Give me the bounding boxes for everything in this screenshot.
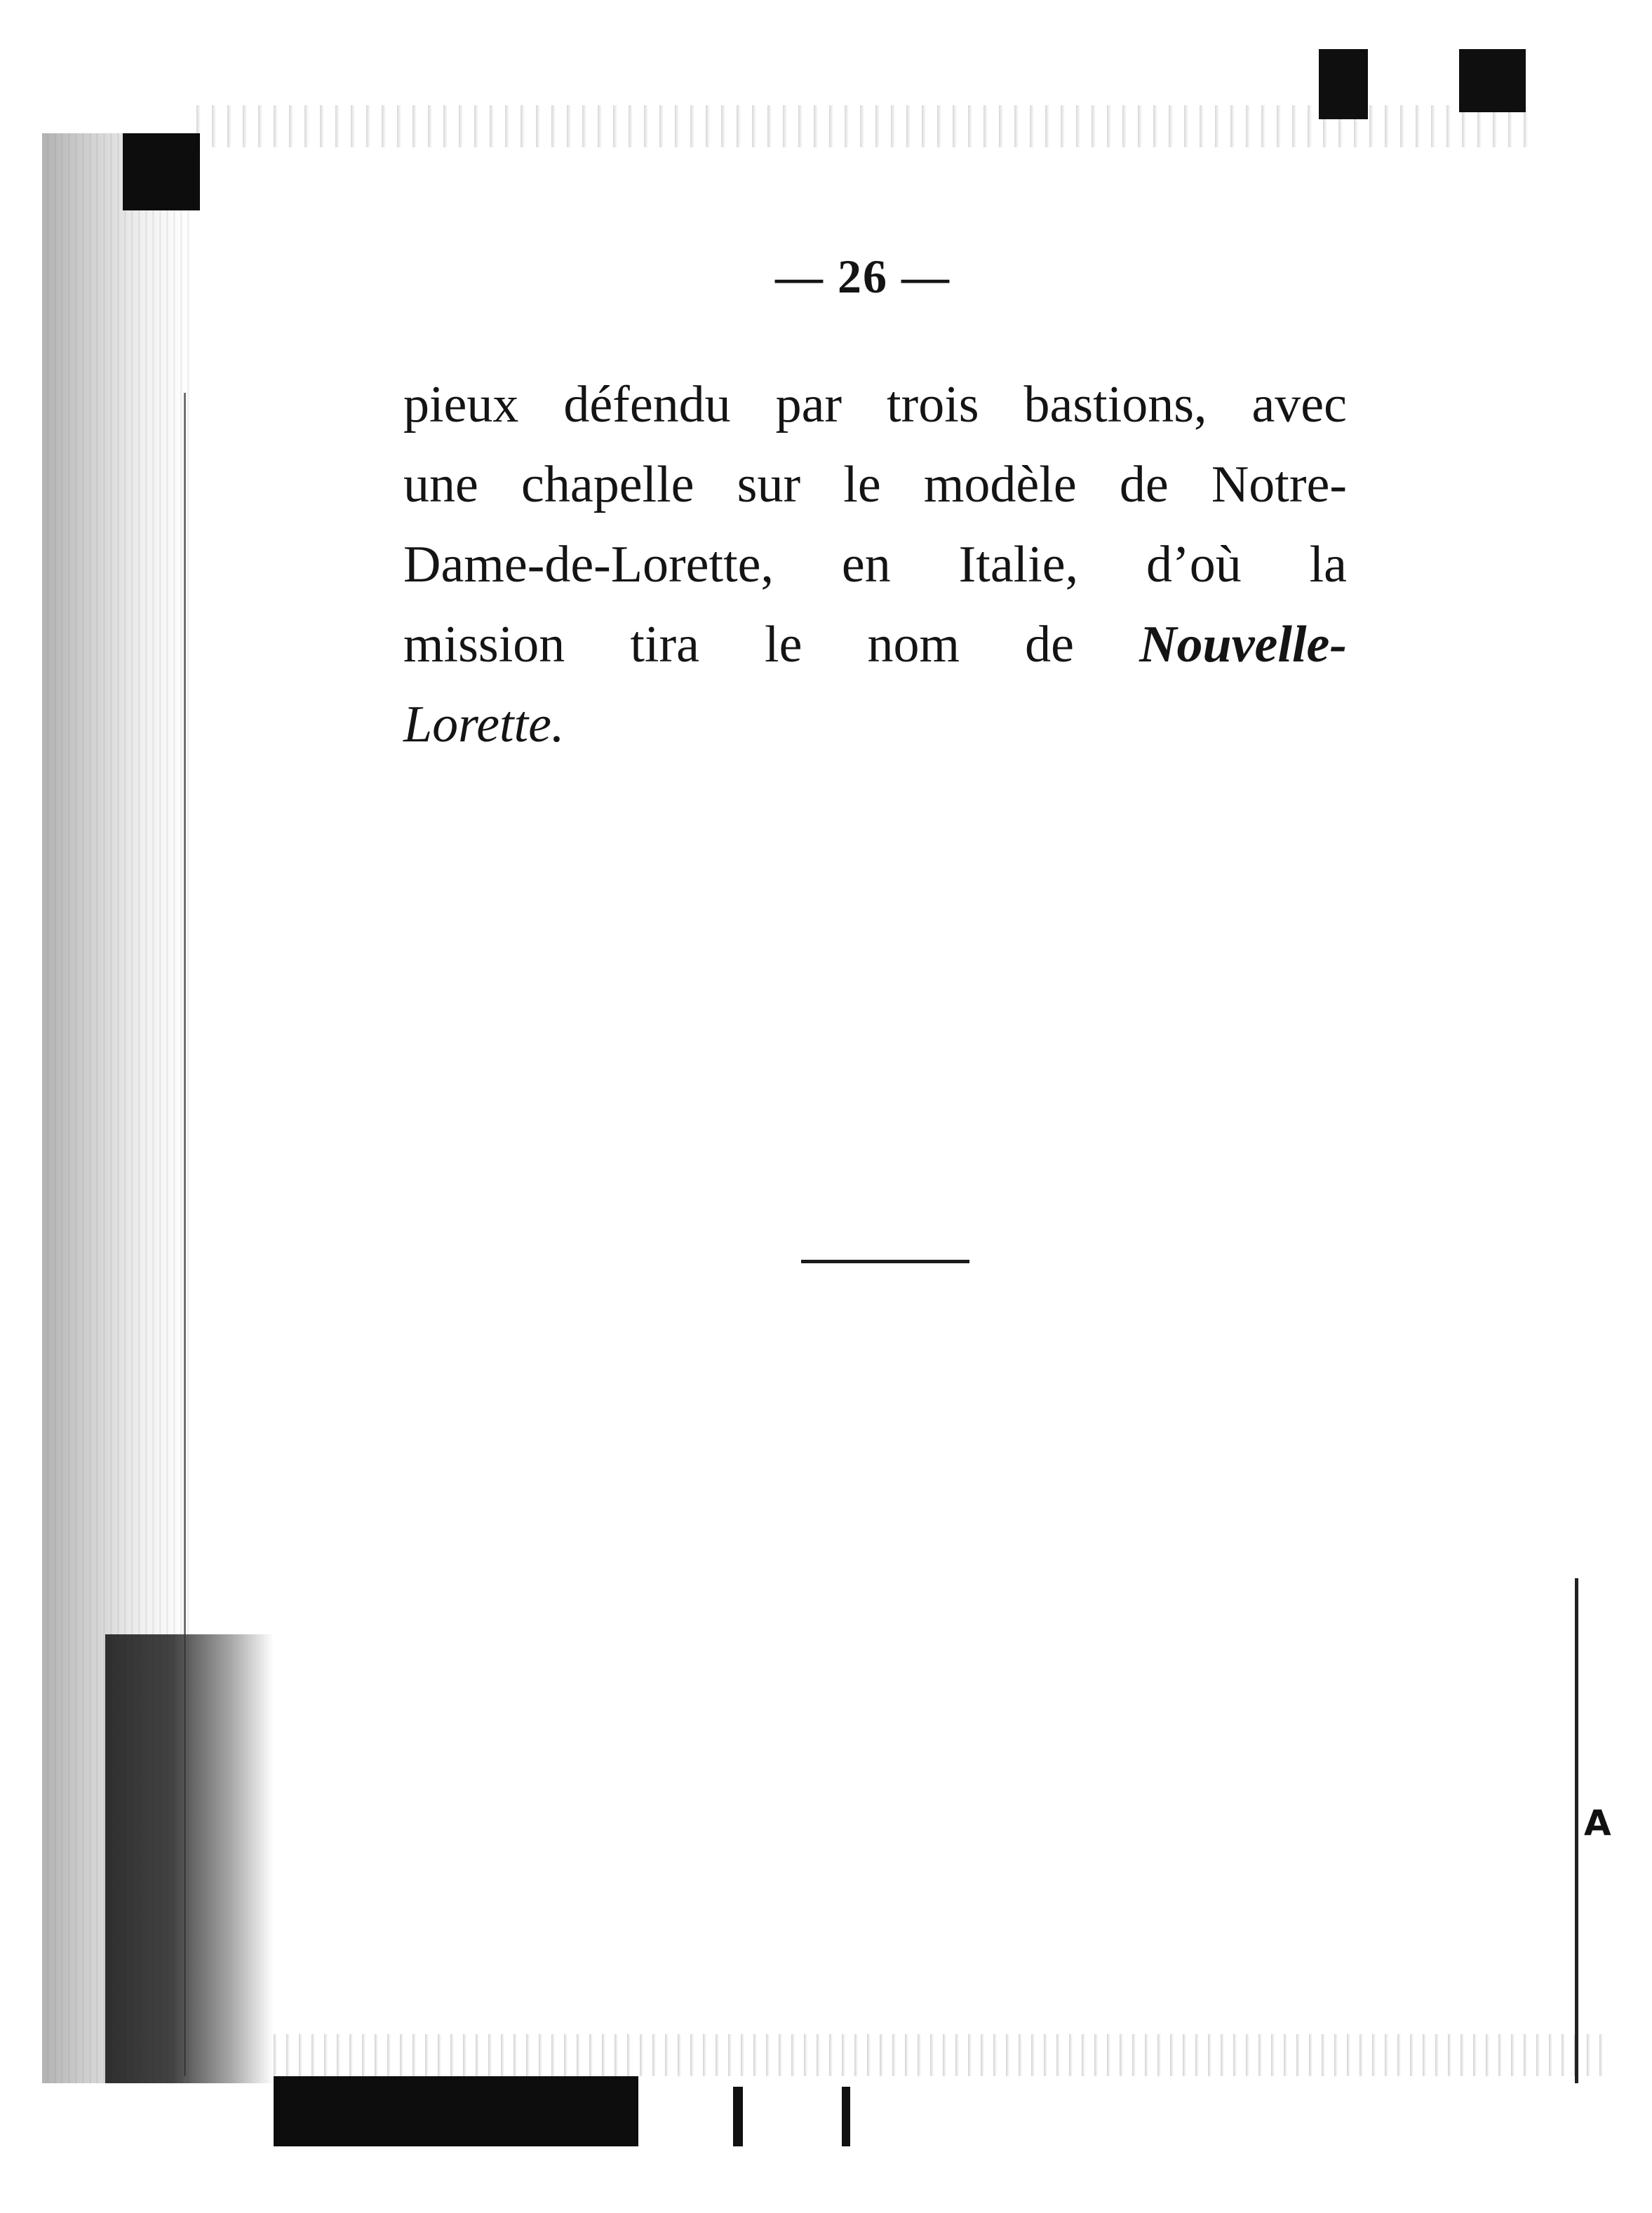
scan-edge-bottom [274, 2034, 1606, 2076]
text-line-4 [403, 605, 1347, 685]
text-line-4-roman: mission tira le nom de [403, 616, 1075, 673]
text-line-3: Dame-de-Lorette, en Italie, d’où la [403, 536, 1347, 593]
italic-term-part2: Lorette. [403, 696, 565, 753]
italic-term-part1: Nouvelle- [1139, 616, 1347, 673]
body-text [403, 365, 1347, 765]
scan-corner-block [123, 133, 200, 210]
separator-rule [801, 1260, 969, 1263]
scan-bar-bottom-2 [842, 2087, 850, 2146]
scan-block-bottom [274, 2076, 638, 2146]
scan-edge-right-line [1575, 1578, 1578, 2083]
scan-fold-line [184, 393, 186, 2076]
scan-block-top-right-1 [1319, 49, 1368, 119]
scan-block-top-right-2 [1459, 49, 1526, 112]
text-line-5 [403, 685, 1347, 765]
page-number: — 26 — [775, 250, 951, 303]
margin-mark: A [1584, 1803, 1611, 1843]
text-line-1: pieux défendu par trois bastions, avec [403, 376, 1347, 433]
text-line-2: une chapelle sur le modèle de Notre- [403, 456, 1347, 513]
scan-bar-bottom-1 [733, 2087, 743, 2146]
scan-edge-left-shadow [105, 1634, 274, 2083]
